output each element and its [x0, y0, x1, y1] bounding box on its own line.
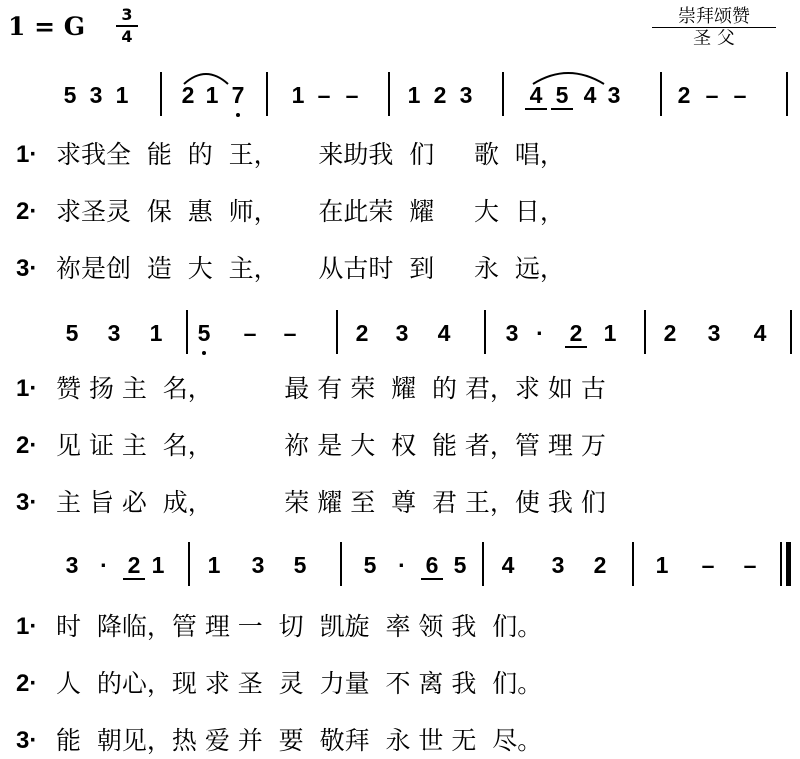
note: 3 — [89, 82, 103, 108]
note: 1 — [205, 82, 219, 108]
lyric-line: 人 的心，现 求 圣 灵 力量 不 离 我 们。 — [56, 669, 543, 698]
note: 2 — [565, 320, 587, 348]
lyric-line: 求我全 能 的 王， 来助我 们 歌 唱， — [56, 140, 565, 169]
note: 3 — [551, 552, 565, 578]
time-signature-top: 3 — [121, 5, 133, 24]
note: 1 — [207, 552, 221, 578]
note: 2 — [355, 320, 369, 346]
note: 4 — [583, 82, 597, 108]
note: 7 — [227, 82, 249, 108]
note: 4 — [501, 552, 515, 578]
note: 2 — [181, 82, 195, 108]
note: · — [100, 552, 108, 578]
note: 1 — [151, 552, 165, 578]
note: 4 — [753, 320, 767, 346]
note: 5 — [363, 552, 377, 578]
note: 5 — [63, 82, 77, 108]
lyric-line: 求圣灵 保 惠 师， 在此荣 耀 大 日， — [56, 197, 565, 226]
lyric-line: 能 朝见，热 爱 并 要 敬拜 永 世 无 尽。 — [56, 726, 543, 755]
note: – — [705, 82, 719, 108]
slur-mark — [184, 74, 228, 84]
verse-number: 2· — [16, 198, 38, 225]
lyric-line: 主 旨 必 成， 荣 耀 至 尊 君 王，使 我 们 — [56, 488, 606, 517]
note: 3 — [65, 552, 79, 578]
note: · — [536, 320, 544, 346]
verse-number: 1· — [16, 375, 38, 402]
note: 3 — [251, 552, 265, 578]
note: 5 — [193, 320, 215, 346]
final-barline-thin — [780, 542, 782, 586]
note: 1 — [149, 320, 163, 346]
key-signature: 1 = G — [8, 12, 86, 41]
note: 5 — [453, 552, 467, 578]
note: 1 — [655, 552, 669, 578]
verse-number: 3· — [16, 255, 38, 282]
note: 4 — [525, 82, 547, 110]
note: 5 — [65, 320, 79, 346]
note: 3 — [107, 320, 121, 346]
note: 3 — [459, 82, 473, 108]
note: 2 — [593, 552, 607, 578]
note: – — [345, 82, 359, 108]
slur-mark — [533, 73, 604, 84]
song-title: 崇拜颂赞 — [652, 6, 776, 28]
verse-number: 1· — [16, 141, 38, 168]
song-author: 圣 父 — [693, 28, 735, 49]
note: 5 — [293, 552, 307, 578]
note: – — [743, 552, 757, 578]
verse-number: 1· — [16, 613, 38, 640]
verse-number: 3· — [16, 489, 38, 516]
note: 3 — [505, 320, 519, 346]
note: 3 — [395, 320, 409, 346]
note: – — [701, 552, 715, 578]
time-signature-bottom: 4 — [121, 27, 133, 46]
note: – — [243, 320, 257, 346]
lyric-line: 时 降临，管 理 一 切 凯旋 率 领 我 们。 — [56, 612, 543, 641]
note: – — [283, 320, 297, 346]
note: 2 — [433, 82, 447, 108]
verse-number: 2· — [16, 432, 38, 459]
note: 1 — [603, 320, 617, 346]
note: 1 — [407, 82, 421, 108]
verse-number: 2· — [16, 670, 38, 697]
note: 2 — [663, 320, 677, 346]
note: 2 — [123, 552, 145, 580]
note: 6 — [421, 552, 443, 580]
note: 2 — [677, 82, 691, 108]
final-barline-thick — [786, 542, 791, 586]
note: 1 — [115, 82, 129, 108]
note: 1 — [291, 82, 305, 108]
lyric-line: 见 证 主 名， 祢 是 大 权 能 者，管 理 万 — [56, 431, 606, 460]
note: – — [733, 82, 747, 108]
note: – — [317, 82, 331, 108]
note: · — [398, 552, 406, 578]
lyric-line: 赞 扬 主 名， 最 有 荣 耀 的 君，求 如 古 — [56, 374, 606, 403]
note: 3 — [607, 82, 621, 108]
note: 5 — [551, 82, 573, 110]
note: 3 — [707, 320, 721, 346]
verse-number: 3· — [16, 727, 38, 754]
note: 4 — [437, 320, 451, 346]
lyric-line: 祢是创 造 大 主， 从古时 到 永 远， — [56, 254, 565, 283]
